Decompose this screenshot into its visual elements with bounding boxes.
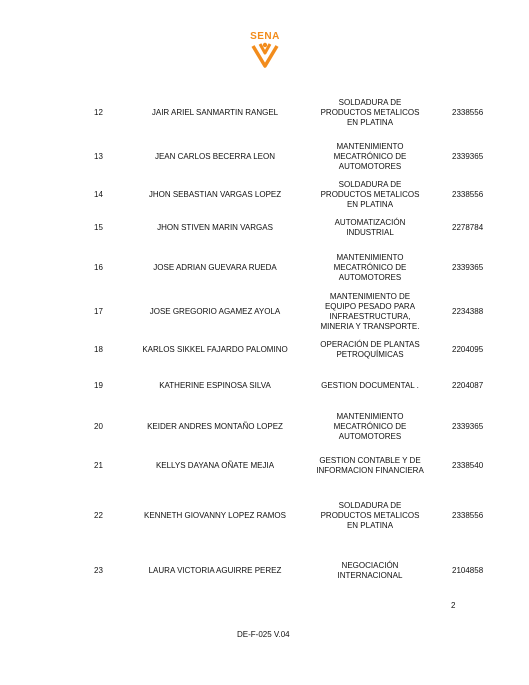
- row-number: 14: [94, 190, 103, 199]
- row-number: 20: [94, 422, 103, 431]
- student-name: JHON STIVEN MARIN VARGAS: [157, 223, 273, 232]
- program-name: MANTENIMIENTO MECATRÓNICO DE AUTOMOTORES: [333, 412, 407, 441]
- row-number: 15: [94, 223, 103, 232]
- program-code: 2338556: [452, 108, 484, 117]
- student-name: JAIR ARIEL SANMARTIN RANGEL: [151, 108, 279, 117]
- program-name: MANTENIMIENTO MECATRÓNICO DE AUTOMOTORES: [333, 253, 407, 282]
- program-name: SOLDADURA DE PRODUCTOS METALICOS EN PLATINA: [320, 501, 420, 530]
- program-code: 2204087: [452, 381, 484, 390]
- student-name: JHON SEBASTIAN VARGAS LOPEZ: [148, 190, 282, 199]
- program-code: 2339365: [452, 422, 484, 431]
- program-code: 2339365: [452, 152, 484, 161]
- row-number: 18: [94, 345, 103, 354]
- row-number: 17: [94, 307, 103, 316]
- program-code: 2278784: [452, 223, 484, 232]
- row-number: 21: [94, 461, 103, 470]
- program-code: 2204095: [452, 345, 484, 354]
- program-name: OPERACIÓN DE PLANTAS PETROQUÍMICAS: [320, 340, 420, 359]
- student-name: JOSE GREGORIO AGAMEZ AYOLA: [149, 307, 281, 316]
- student-name: KARLOS SIKKEL FAJARDO PALOMINO: [142, 345, 288, 354]
- program-code: 2338556: [452, 511, 484, 520]
- student-name: LAURA VICTORIA AGUIRRE PEREZ: [148, 566, 282, 575]
- program-name: SOLDADURA DE PRODUCTOS METALICOS EN PLATINA: [320, 98, 420, 127]
- program-name: GESTION DOCUMENTAL .: [321, 381, 419, 390]
- sena-logo: [243, 31, 287, 71]
- program-code: 2234388: [452, 307, 484, 316]
- row-number: 12: [94, 108, 103, 117]
- program-name: SOLDADURA DE PRODUCTOS METALICOS EN PLATINA: [320, 180, 420, 209]
- program-code: 2339365: [452, 263, 484, 272]
- document-code-footer: DE-F-025 V.04: [237, 630, 290, 639]
- program-name: AUTOMATIZACIÓN INDUSTRIAL: [334, 218, 406, 237]
- student-name: JEAN CARLOS BECERRA LEON: [154, 152, 276, 161]
- row-number: 16: [94, 263, 103, 272]
- program-code: 2338540: [452, 461, 484, 470]
- student-name: KELLYS DAYANA OÑATE MEJIA: [155, 461, 275, 470]
- program-code: 2338556: [452, 190, 484, 199]
- sena-logo-text: SENA: [250, 31, 280, 42]
- row-number: 23: [94, 566, 103, 575]
- program-name: GESTION CONTABLE Y DE INFORMACION FINANCIERA: [316, 456, 424, 475]
- row-number: 13: [94, 152, 103, 161]
- row-number: 22: [94, 511, 103, 520]
- sena-logo-icon: [251, 42, 279, 70]
- student-name: KATHERINE ESPINOSA SILVA: [159, 381, 271, 390]
- student-name: KEIDER ANDRES MONTAÑO LOPEZ: [147, 422, 283, 431]
- page-number: 2: [451, 601, 456, 610]
- program-name: MANTENIMIENTO DE EQUIPO PESADO PARA INFRAESTRUCTURA, MINERIA Y TRANSPORTE.: [320, 292, 420, 331]
- row-number: 19: [94, 381, 103, 390]
- program-name: NEGOCIACIÓN INTERNACIONAL: [337, 561, 403, 580]
- student-name: KENNETH GIOVANNY LOPEZ RAMOS: [144, 511, 286, 520]
- program-code: 2104858: [452, 566, 484, 575]
- program-name: MANTENIMIENTO MECATRÓNICO DE AUTOMOTORES: [333, 142, 407, 171]
- student-name: JOSE ADRIAN GUEVARA RUEDA: [153, 263, 277, 272]
